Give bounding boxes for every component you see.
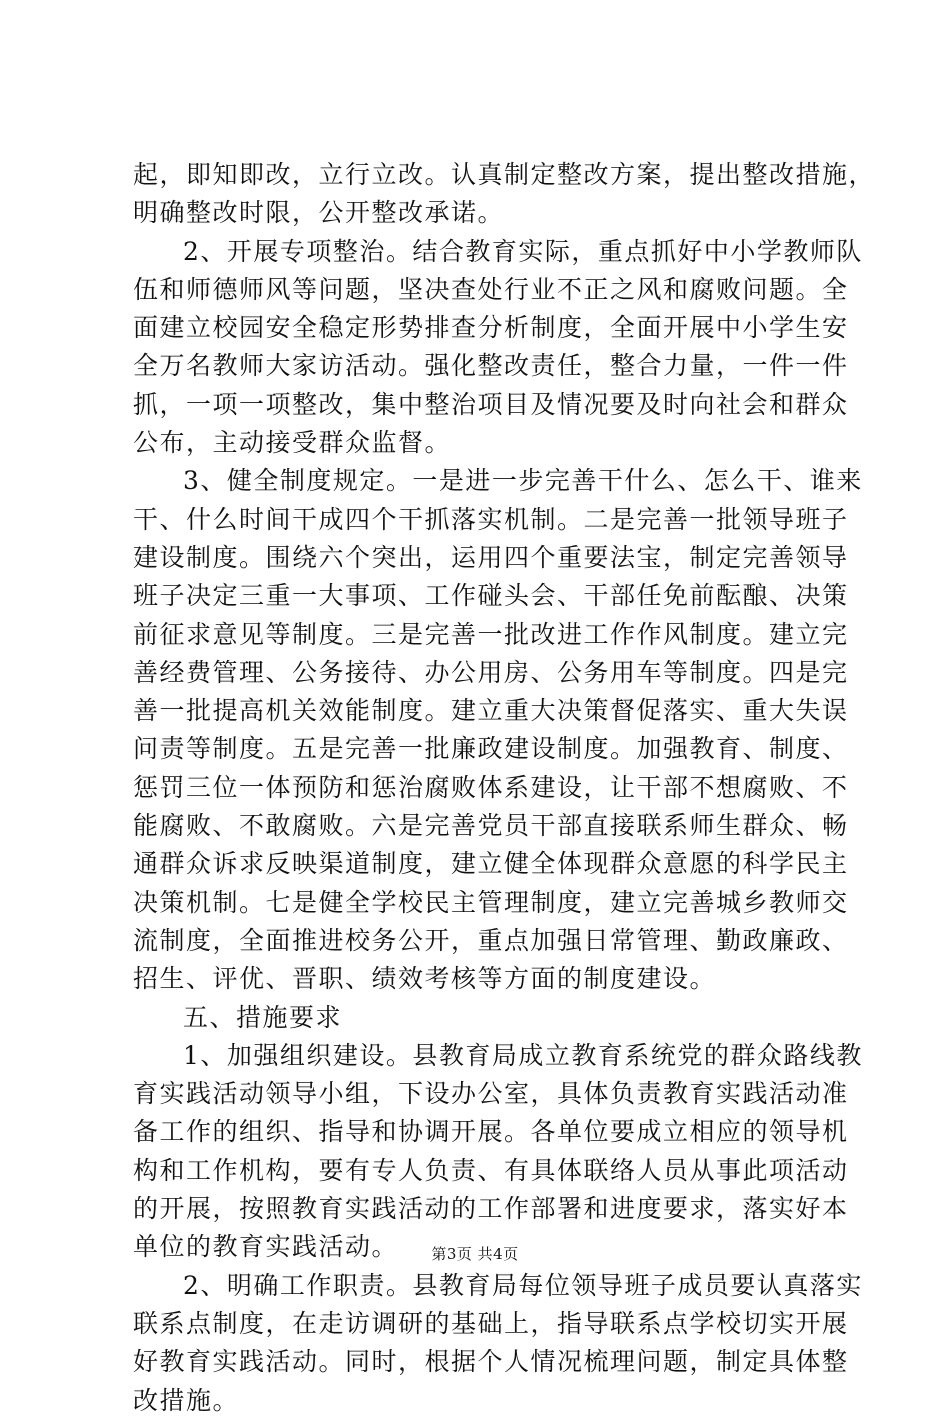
text-line: 公布，主动接受群众监督。: [133, 428, 452, 458]
text-line: 班子决定三重一大事项、工作碰头会、干部任免前酝酿、决策: [133, 581, 849, 611]
text-line: 构和工作机构，要有专人负责、有具体联络人员从事此项活动: [133, 1155, 849, 1185]
text-line: 抓，一项一项整改，集中整治项目及情况要及时向社会和群众: [133, 389, 849, 419]
document-body: [133, 156, 876, 1420]
text-line: 明确整改时限，公开整改承诺。: [133, 198, 505, 228]
text-line: 单位的教育实践活动。: [133, 1232, 399, 1262]
text-line: 好教育实践活动。同时，根据个人情况梳理问题，制定具体整: [133, 1347, 849, 1377]
text-line: 2、明确工作职责。县教育局每位领导班子成员要认真落实: [183, 1270, 863, 1300]
text-line: 问责等制度。五是完善一批廉政建设制度。加强教育、制度、: [133, 734, 849, 764]
text-line: 通群众诉求反映渠道制度，建立健全体现群众意愿的科学民主: [133, 849, 849, 879]
text-line: 3、健全制度规定。一是进一步完善干什么、怎么干、谁来: [183, 466, 863, 496]
text-line: 招生、评优、晋职、绩效考核等方面的制度建设。: [133, 964, 717, 994]
text-line: 善一批提高机关效能制度。建立重大决策督促落实、重大失误: [133, 696, 849, 726]
text-line: 1、加强组织建设。县教育局成立教育系统党的群众路线教: [183, 1040, 863, 1070]
text-line: 建设制度。围绕六个突出，运用四个重要法宝，制定完善领导: [133, 542, 849, 572]
text-line: 决策机制。七是健全学校民主管理制度，建立完善城乡教师交: [133, 887, 849, 917]
text-line: 善经费管理、公务接待、办公用房、公务用车等制度。四是完: [133, 657, 849, 687]
page-footer: 第3页 共4页: [431, 1245, 519, 1263]
text-line: 全万名教师大家访活动。强化整改责任，整合力量，一件一件: [133, 351, 849, 381]
text-line: 前征求意见等制度。三是完善一批改进工作作风制度。建立完: [133, 619, 849, 649]
text-line: 流制度，全面推进校务公开，重点加强日常管理、勤政廉政、: [133, 925, 849, 955]
text-line: 育实践活动领导小组，下设办公室，具体负责教育实践活动准: [133, 1079, 849, 1109]
text-line: 的开展，按照教育实践活动的工作部署和进度要求，落实好本: [133, 1194, 849, 1224]
text-line: 伍和师德师风等问题，坚决查处行业不正之风和腐败问题。全: [133, 274, 849, 304]
text-line: 惩罚三位一体预防和惩治腐败体系建设，让干部不想腐败、不: [133, 772, 849, 802]
text-line: 改措施。: [133, 1385, 240, 1415]
text-line: 备工作的组织、指导和协调开展。各单位要成立相应的领导机: [133, 1117, 849, 1147]
text-line: 面建立校园安全稳定形势排查分析制度，全面开展中小学生安: [133, 313, 849, 343]
text-line: 联系点制度，在走访调研的基础上，指导联系点学校切实开展: [133, 1308, 849, 1338]
text-line: 五、措施要求: [183, 1002, 343, 1032]
text-line: 2、开展专项整治。结合教育实际，重点抓好中小学教师队: [183, 236, 863, 266]
text-line: 能腐败、不敢腐败。六是完善党员干部直接联系师生群众、畅: [133, 811, 849, 841]
text-line: 干、什么时间干成四个干抓落实机制。二是完善一批领导班子: [133, 504, 849, 534]
text-line: 起，即知即改，立行立改。认真制定整改方案，提出整改措施，: [133, 160, 876, 189]
